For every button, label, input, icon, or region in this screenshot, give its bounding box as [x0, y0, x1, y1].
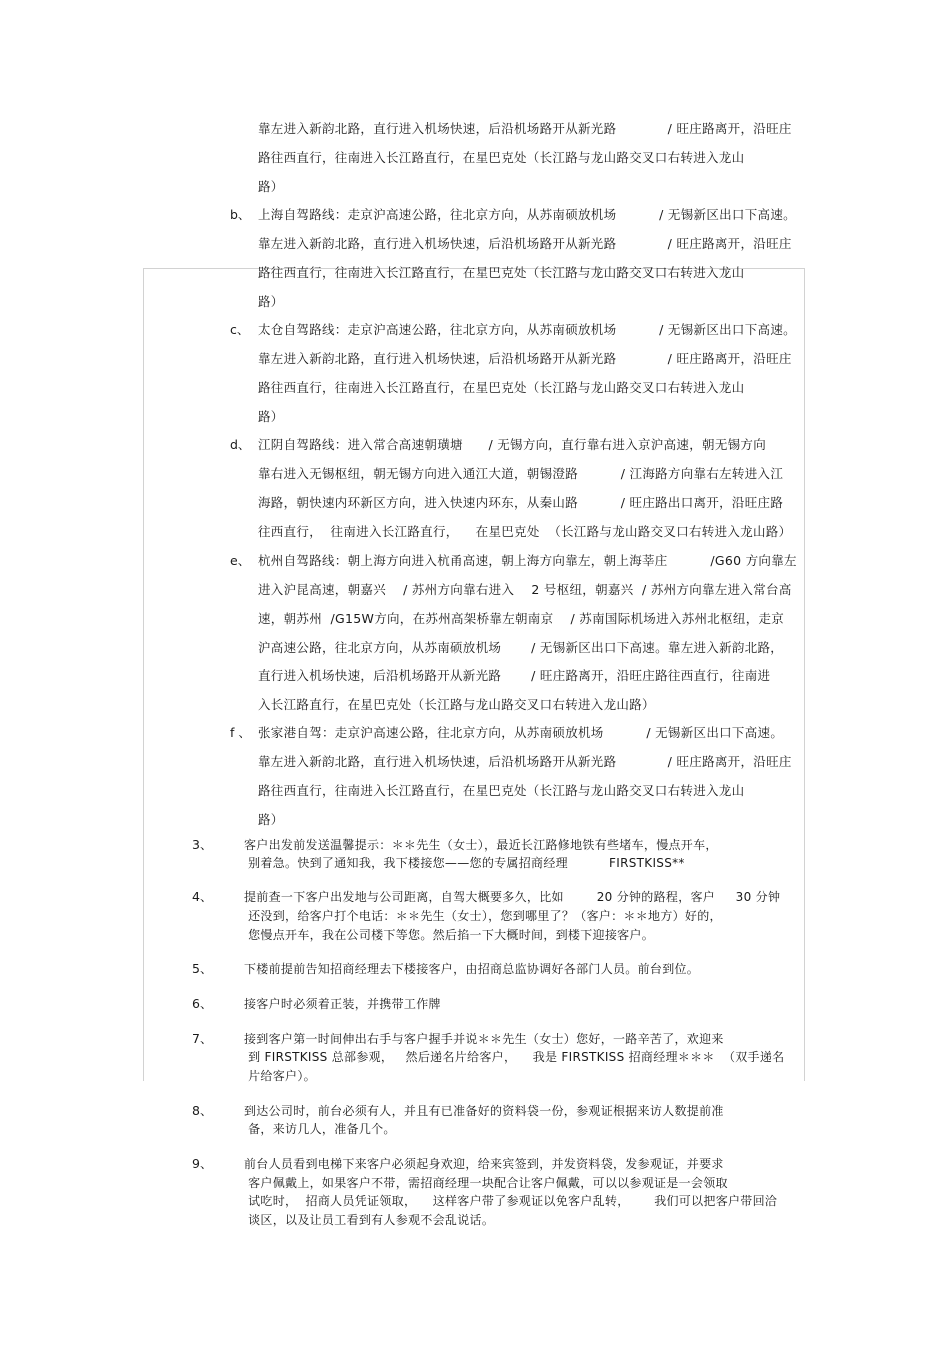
route-text-line: 太仓自驾路线：走京沪高速公路，往北京方向，从苏南硕放机场 / 无锡新区出口下高速。 [258, 322, 796, 337]
item-text-line: 接客户时必须着正装，并携带工作牌 [244, 997, 441, 1011]
item-number: 8、 [192, 1103, 213, 1118]
item-text-line: 备，来访几人，准备几个。 [244, 1122, 396, 1136]
item-text-line: 您慢点开车，我在公司楼下等您。然后掐一下大概时间，到楼下迎接客户。 [244, 928, 655, 942]
item-text-line: 到 FIRSTKISS 总部参观， 然后递名片给客户， 我是 FIRSTKISS 招商经理＊＊＊ （双手递名 [244, 1050, 785, 1064]
item-number: 9、 [192, 1156, 213, 1171]
item-text-line: 片给客户）。 [244, 1069, 316, 1083]
item-number: 7、 [192, 1031, 213, 1046]
item-text-line: 还没到，给客户打个电话：＊＊先生（女士），您到哪里了？（客户：＊＊地方）好的， [244, 909, 722, 923]
route-marker: b、 [230, 207, 251, 222]
route-text-line: 路往西直行，往南进入长江路直行，在星巴克处（长江路与龙山路交叉口右转进入龙山 [258, 150, 745, 165]
route-text-line: 靠左进入新韵北路，直行进入机场快速，后沿机场路开从新光路 / 旺庄路离开，沿旺庄 [258, 754, 792, 769]
route-text-line: 江阴自驾路线：进入常合高速朝璜塘 / 无锡方向，直行靠右进入京沪高速，朝无锡方向 [258, 437, 767, 452]
item-text-line: 到达公司时，前台必须有人，并且有已准备好的资料袋一份，参观证根据来访人数提前准 [244, 1104, 724, 1118]
route-text-line: 路往西直行，往南进入长江路直行，在星巴克处（长江路与龙山路交叉口右转进入龙山 [258, 265, 745, 280]
route-text-line: 进入沪昆高速，朝嘉兴 / 苏州方向靠右进入 2 号枢纽，朝嘉兴 / 苏州方向靠左进入常台高 [258, 582, 792, 597]
route-text-line: 路） [258, 179, 284, 194]
route-marker: d、 [230, 437, 251, 452]
route-text-line: 路） [258, 812, 284, 827]
route-marker: e、 [230, 553, 251, 568]
item-text-line: 前台人员看到电梯下来客户必须起身欢迎，给来宾签到，并发资料袋，发参观证，并要求 [244, 1157, 724, 1171]
item-text-line: 客户佩戴上，如果客户不带，需招商经理一块配合让客户佩戴，可以以参观证是一会领取 [244, 1176, 728, 1190]
item-text-line: 试吃时， 招商人员凭证领取， 这样客户带了参观证以免客户乱转， 我们可以把客户带回洽 [244, 1194, 778, 1208]
route-text-line: 张家港自驾：走京沪高速公路，往北京方向，从苏南硕放机场 / 无锡新区出口下高速。 [258, 725, 784, 740]
item-text-line: 接到客户第一时间伸出右手与客户握手并说＊＊先生（女士）您好，一路辛苦了，欢迎来 [244, 1032, 724, 1046]
route-text-line: 速，朝苏州 /G15W方向，在苏州高架桥靠左朝南京 / 苏南国际机场进入苏州北枢纽，走京 [258, 611, 785, 626]
route-text-line: 路） [258, 409, 284, 424]
item-text-line: 提前查一下客户出发地与公司距离，自驾大概要多久，比如 20 分钟的路程，客户 30 分钟 [244, 890, 781, 904]
item-text-line: 别着急。快到了通知我，我下楼接您——您的专属招商经理 FIRSTKISS** [244, 856, 685, 870]
route-text-line: 靠左进入新韵北路，直行进入机场快速，后沿机场路开从新光路 / 旺庄路离开，沿旺庄 [258, 236, 792, 251]
item-text-line: 下楼前提前告知招商经理去下楼接客户，由招商总监协调好各部门人员。前台到位。 [244, 962, 700, 976]
route-text-line: 靠左进入新韵北路，直行进入机场快速，后沿机场路开从新光路 / 旺庄路离开，沿旺庄 [258, 351, 792, 366]
route-text-line: 靠左进入新韵北路，直行进入机场快速，后沿机场路开从新光路 / 旺庄路离开，沿旺庄 [258, 121, 792, 136]
item-number: 4、 [192, 889, 213, 904]
route-text-line: 路往西直行，往南进入长江路直行，在星巴克处（长江路与龙山路交叉口右转进入龙山 [258, 783, 745, 798]
route-text-line: 沪高速公路，往北京方向，从苏南硕放机场 / 无锡新区出口下高速。靠左进入新韵北路， [258, 640, 784, 655]
route-text-line: 杭州自驾路线：朝上海方向进入杭甬高速，朝上海方向靠左，朝上海莘庄 /G60 方向靠左 [258, 553, 797, 568]
item-number: 3、 [192, 837, 213, 852]
route-text-line: 直行进入机场快速，后沿机场路开从新光路 / 旺庄路离开，沿旺庄路往西直行，往南进 [258, 668, 771, 683]
route-text-line: 入长江路直行，在星巴克处（长江路与龙山路交叉口右转进入龙山路） [258, 697, 655, 712]
route-text-line: 往西直行， 往南进入长江路直行， 在星巴克处 （长江路与龙山路交叉口右转进入龙山路） [258, 524, 792, 539]
route-text-line: 路） [258, 294, 284, 309]
route-text-line: 靠右进入无锡枢纽，朝无锡方向进入通江大道，朝锡澄路 / 江海路方向靠右左转进入江 [258, 466, 784, 481]
route-text-line: 路往西直行，往南进入长江路直行，在星巴克处（长江路与龙山路交叉口右转进入龙山 [258, 380, 745, 395]
item-number: 5、 [192, 961, 213, 976]
route-text-line: 上海自驾路线：走京沪高速公路，往北京方向，从苏南硕放机场 / 无锡新区出口下高速。 [258, 207, 796, 222]
route-text-line: 海路，朝快速内环新区方向，进入快速内环东，从秦山路 / 旺庄路出口离开，沿旺庄路 [258, 495, 784, 510]
item-text-line: 谈区，以及让员工看到有人参观不会乱说话。 [244, 1213, 495, 1227]
item-text-line: 客户出发前发送温馨提示：＊＊先生（女士），最近长江路修地铁有些堵车，慢点开车， [244, 838, 718, 852]
route-marker: f 、 [230, 725, 251, 740]
item-number: 6、 [192, 996, 213, 1011]
route-marker: c、 [230, 322, 250, 337]
